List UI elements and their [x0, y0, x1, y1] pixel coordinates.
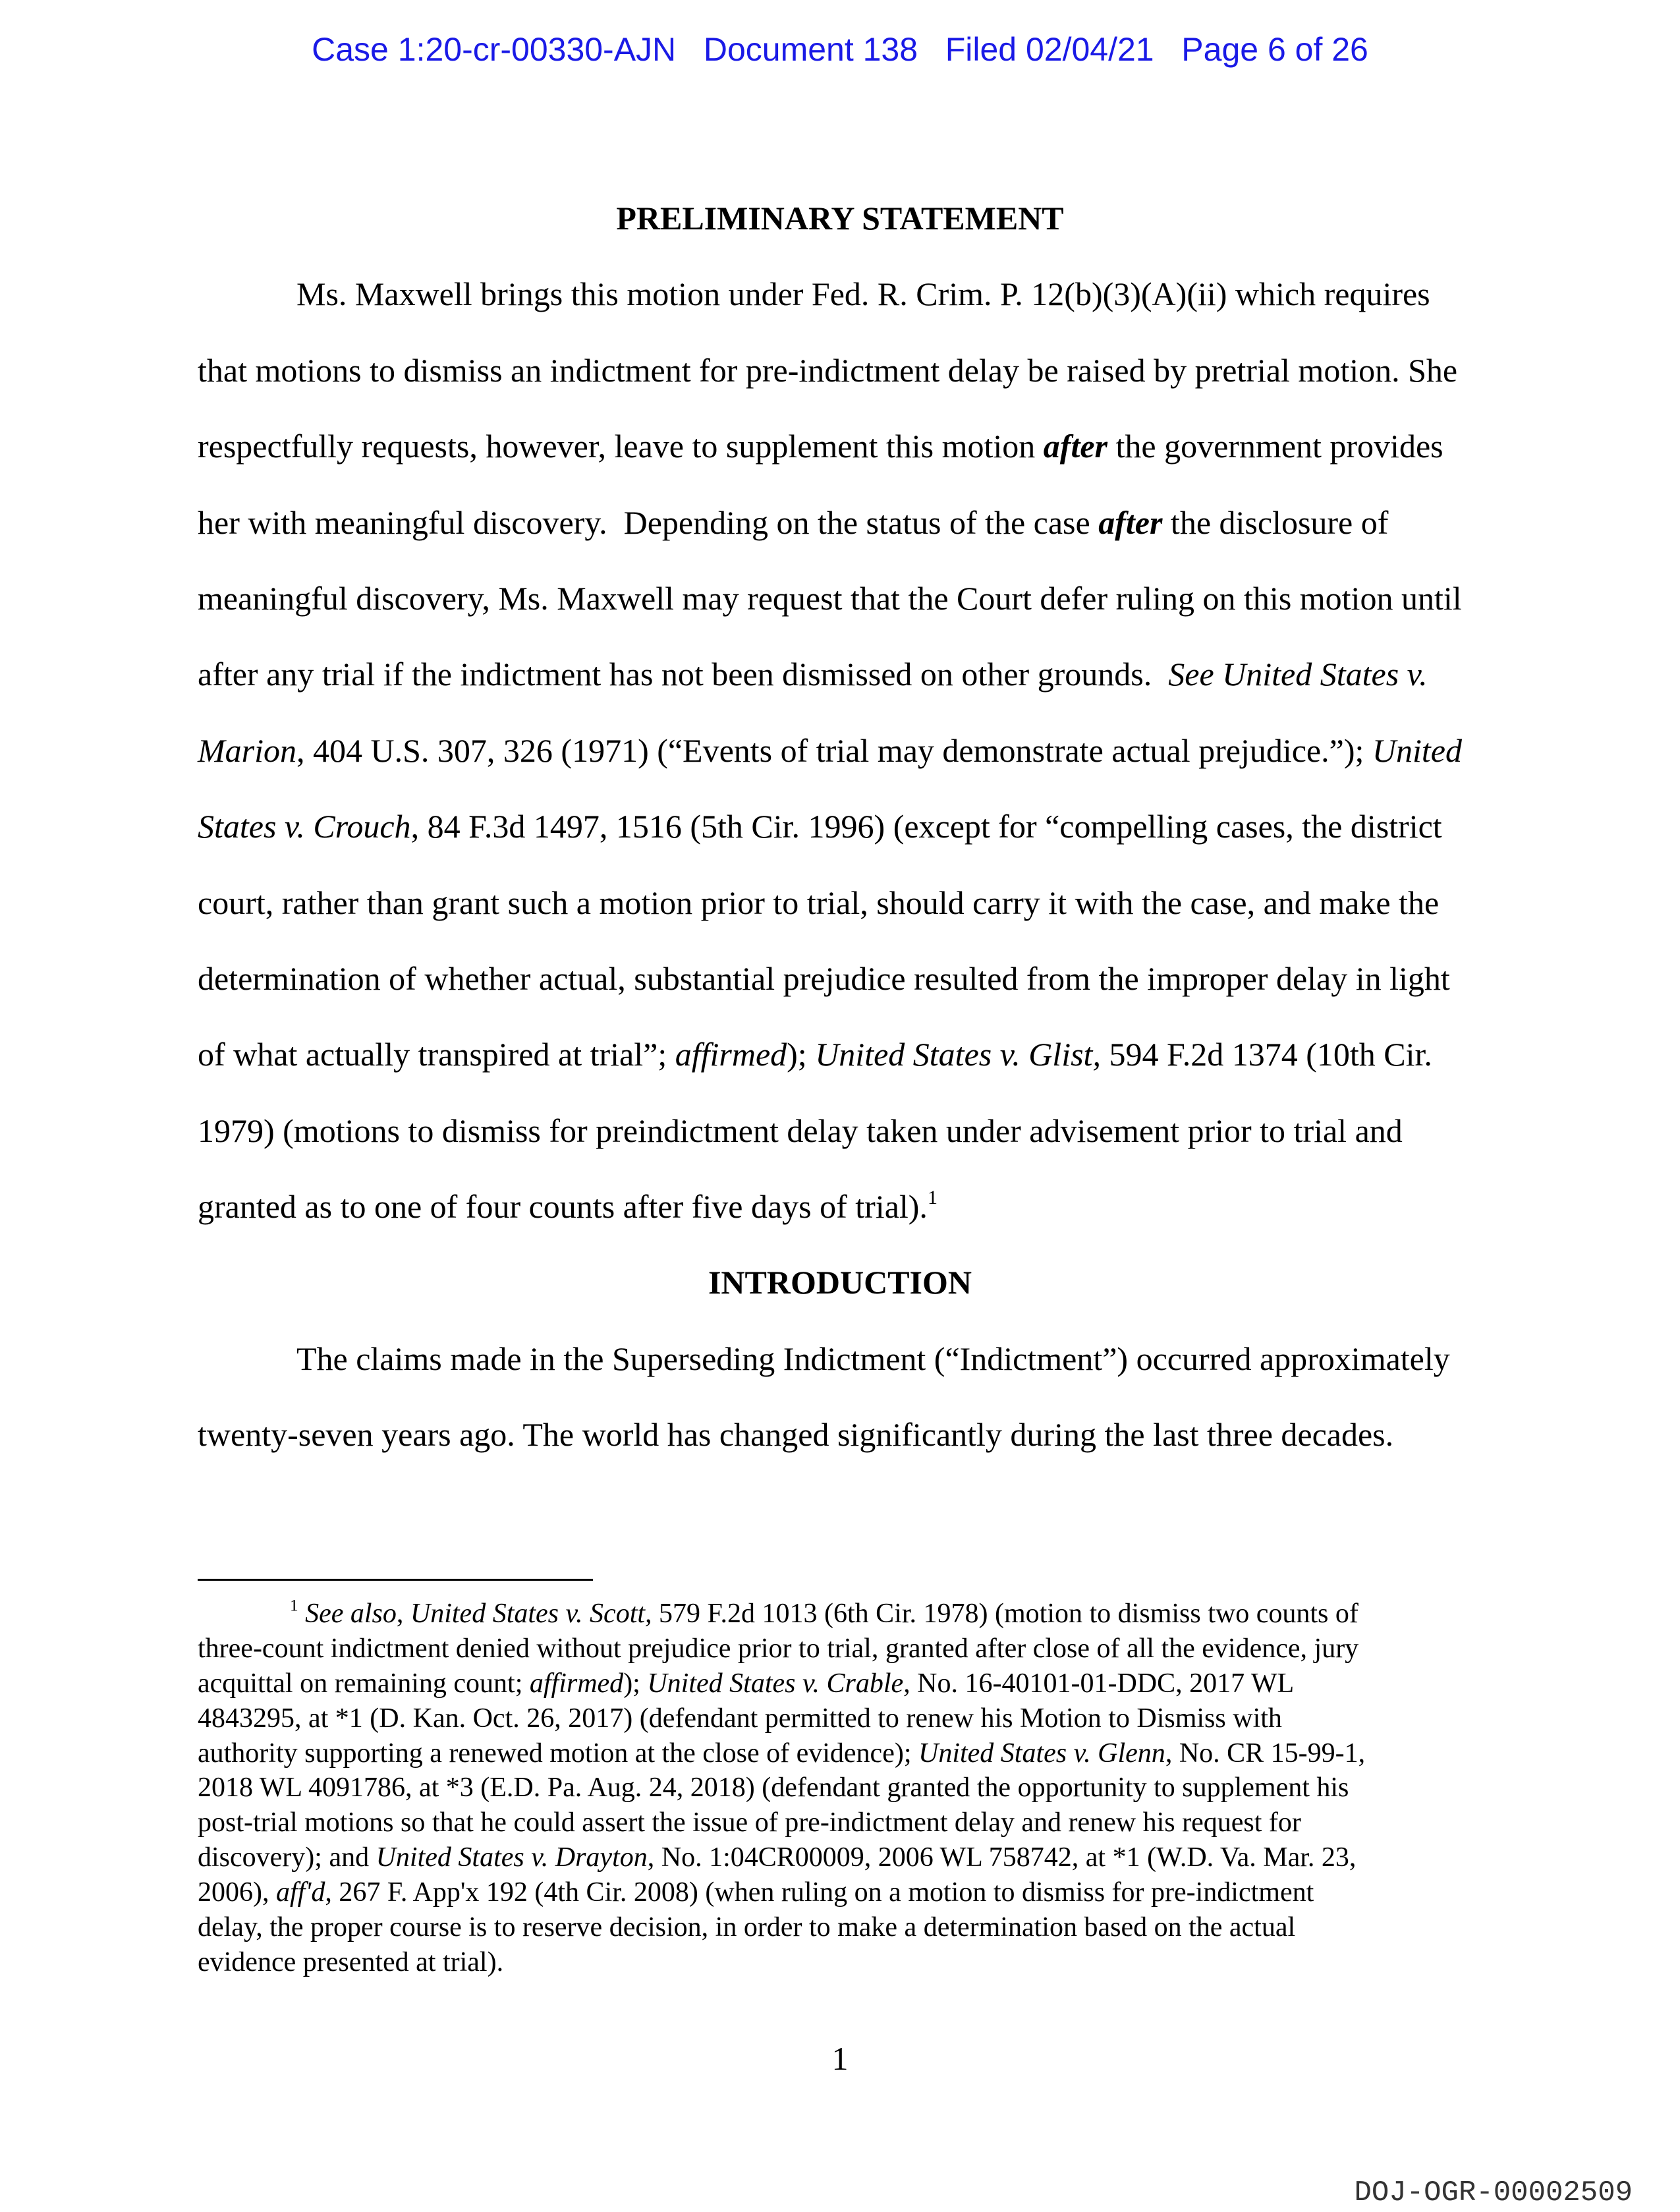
- text-run: United: [1372, 731, 1462, 769]
- text-run: , 84 F.3d 1497, 1516 (5th Cir. 1996) (except for “compelling cases, the district: [410, 808, 1442, 845]
- text-run: post-trial motions so that he could assert the issue of pre-indictment delay and renew his request for: [198, 1807, 1301, 1838]
- text-run: No. 16-40101-01-DDC, 2017 WL: [910, 1668, 1295, 1699]
- text-line: [198, 1805, 1489, 1840]
- text-line: [198, 1017, 1482, 1092]
- text-line: [198, 1397, 1482, 1473]
- text-line: [198, 1840, 1489, 1875]
- text-run: Marion: [198, 731, 296, 769]
- footnote-marker: 1: [927, 1187, 938, 1209]
- text-run: that motions to dismiss an indictment for pre-indictment delay be raised by pretrial motion. She: [198, 351, 1458, 389]
- text-run: See United States v.: [1168, 656, 1428, 693]
- text-run: , 404 U.S. 307, 326 (1971) (“Events of trial may demonstrate actual prejudice.”);: [296, 731, 1372, 769]
- preliminary-statement-paragraph: [198, 256, 1482, 1245]
- text-run: determination of whether actual, substantial prejudice resulted from the improper delay in light: [198, 959, 1450, 997]
- text-run: the disclosure of: [1162, 503, 1389, 541]
- text-line: [198, 1321, 1482, 1397]
- text-run: ,: [396, 1599, 410, 1629]
- section-heading-introduction: INTRODUCTION: [708, 1264, 972, 1301]
- text-run: after any trial if the indictment has not been dismissed on other grounds.: [198, 656, 1169, 693]
- footnote-1: [198, 1597, 1489, 1980]
- section-heading-preliminary-statement: PRELIMINARY STATEMENT: [616, 200, 1064, 237]
- text-run: );: [787, 1036, 816, 1073]
- text-run: acquittal on remaining count;: [198, 1668, 530, 1699]
- text-line: [198, 1597, 1489, 1631]
- text-run: meaningful discovery, Ms. Maxwell may request that the Court defer ruling on this motion until: [198, 579, 1462, 617]
- text-line: [198, 333, 1482, 409]
- text-run: United States v. Glenn: [918, 1738, 1165, 1769]
- text-run: court, rather than grant such a motion prior to trial, should carry it with the case, and make the: [198, 884, 1440, 921]
- introduction-paragraph: [198, 1321, 1482, 1473]
- text-line: [198, 1736, 1489, 1771]
- text-run: 579 F.2d 1013 (6th Cir. 1978) (motion to dismiss two counts of: [652, 1599, 1358, 1629]
- text-run: granted as to one of four counts after five days of trial).: [198, 1188, 928, 1226]
- text-run: 2006),: [198, 1877, 276, 1908]
- text-line: [198, 789, 1482, 865]
- text-run: 4843295, at *1 (D. Kan. Oct. 26, 2017) (defendant permitted to renew his Motion to Dismiss with: [198, 1703, 1282, 1734]
- text-run: her with meaningful discovery. Depending on the status of the case: [198, 503, 1099, 541]
- text-line: [198, 485, 1482, 561]
- text-run: authority supporting a renewed motion at the close of evidence);: [198, 1738, 918, 1769]
- text-run: 594 F.2d 1374 (10th Cir.: [1100, 1036, 1432, 1073]
- text-run: The claims made in the Superseding Indictment (“Indictment”) occurred approximately: [296, 1340, 1450, 1377]
- text-run: United States v. Drayton: [376, 1842, 648, 1873]
- text-run: affirmed: [529, 1668, 624, 1699]
- text-run: States v. Crouch: [198, 808, 411, 845]
- text-line: [198, 1631, 1489, 1666]
- text-line: [198, 637, 1482, 712]
- text-line: [198, 1875, 1489, 1910]
- text-run: United States v. Scott,: [410, 1599, 652, 1629]
- text-run: of what actually transpired at trial”;: [198, 1036, 675, 1073]
- text-run: [298, 1599, 306, 1629]
- text-run: affirmed: [675, 1036, 787, 1073]
- text-run: 2018 WL 4091786, at *3 (E.D. Pa. Aug. 24, 2018) (defendant granted the opportunity to supplement his: [198, 1772, 1349, 1803]
- text-run: , 267 F. App'x 192 (4th Cir. 2008) (when ruling on a motion to dismiss for pre-indictment: [325, 1877, 1314, 1908]
- text-run: after: [1043, 428, 1107, 465]
- text-line: [198, 1666, 1489, 1701]
- text-run: United States v. Glist,: [815, 1036, 1101, 1073]
- text-run: three-count indictment denied without prejudice prior to trial, granted after close of all the evidence, jury: [198, 1633, 1359, 1664]
- bates-number: DOJ-OGR-00002509: [1354, 2176, 1633, 2209]
- text-line: [198, 865, 1482, 941]
- text-line: [198, 713, 1482, 789]
- text-run: aff'd: [276, 1877, 325, 1908]
- text-line: [198, 561, 1482, 637]
- text-run: evidence presented at trial).: [198, 1946, 504, 1977]
- page-number: 1: [831, 2040, 849, 2077]
- text-run: the government provides: [1107, 428, 1443, 465]
- text-run: after: [1098, 503, 1163, 541]
- text-line: [198, 941, 1482, 1017]
- text-line: [198, 1771, 1489, 1805]
- text-run: delay, the proper course is to reserve decision, in order to make a determination based on the actual: [198, 1912, 1296, 1943]
- text-run: twenty-seven years ago. The world has changed significantly during the last three decades.: [198, 1416, 1394, 1454]
- text-run: respectfully requests, however, leave to supplement this motion: [198, 428, 1044, 465]
- text-run: 1979) (motions to dismiss for preindictment delay taken under advisement prior to trial and: [198, 1112, 1403, 1149]
- text-run: , No. CR 15-99-1,: [1165, 1738, 1366, 1769]
- text-run: See also: [305, 1599, 397, 1629]
- text-run: discovery); and: [198, 1842, 376, 1873]
- text-line: [198, 1169, 1482, 1245]
- text-line: [198, 1945, 1489, 1980]
- text-line: [198, 1910, 1489, 1945]
- document-body: [198, 181, 1482, 1473]
- case-header: Case 1:20-cr-00330-AJN Document 138 Filed 02/04/21 Page 6 of 26: [312, 31, 1368, 68]
- text-line: [198, 1093, 1482, 1169]
- text-run: );: [623, 1668, 648, 1699]
- text-line: [198, 409, 1482, 484]
- text-line: [198, 1701, 1489, 1736]
- text-line: [198, 256, 1482, 332]
- footnote-separator: [198, 1579, 593, 1581]
- footnote-marker: 1: [290, 1597, 298, 1615]
- text-run: Ms. Maxwell brings this motion under Fed. R. Crim. P. 12(b)(3)(A)(ii) which requires: [296, 275, 1430, 313]
- text-run: United States v. Crable,: [647, 1668, 910, 1699]
- text-run: , No. 1:04CR00009, 2006 WL 758742, at *1 (W.D. Va. Mar. 23,: [647, 1842, 1357, 1873]
